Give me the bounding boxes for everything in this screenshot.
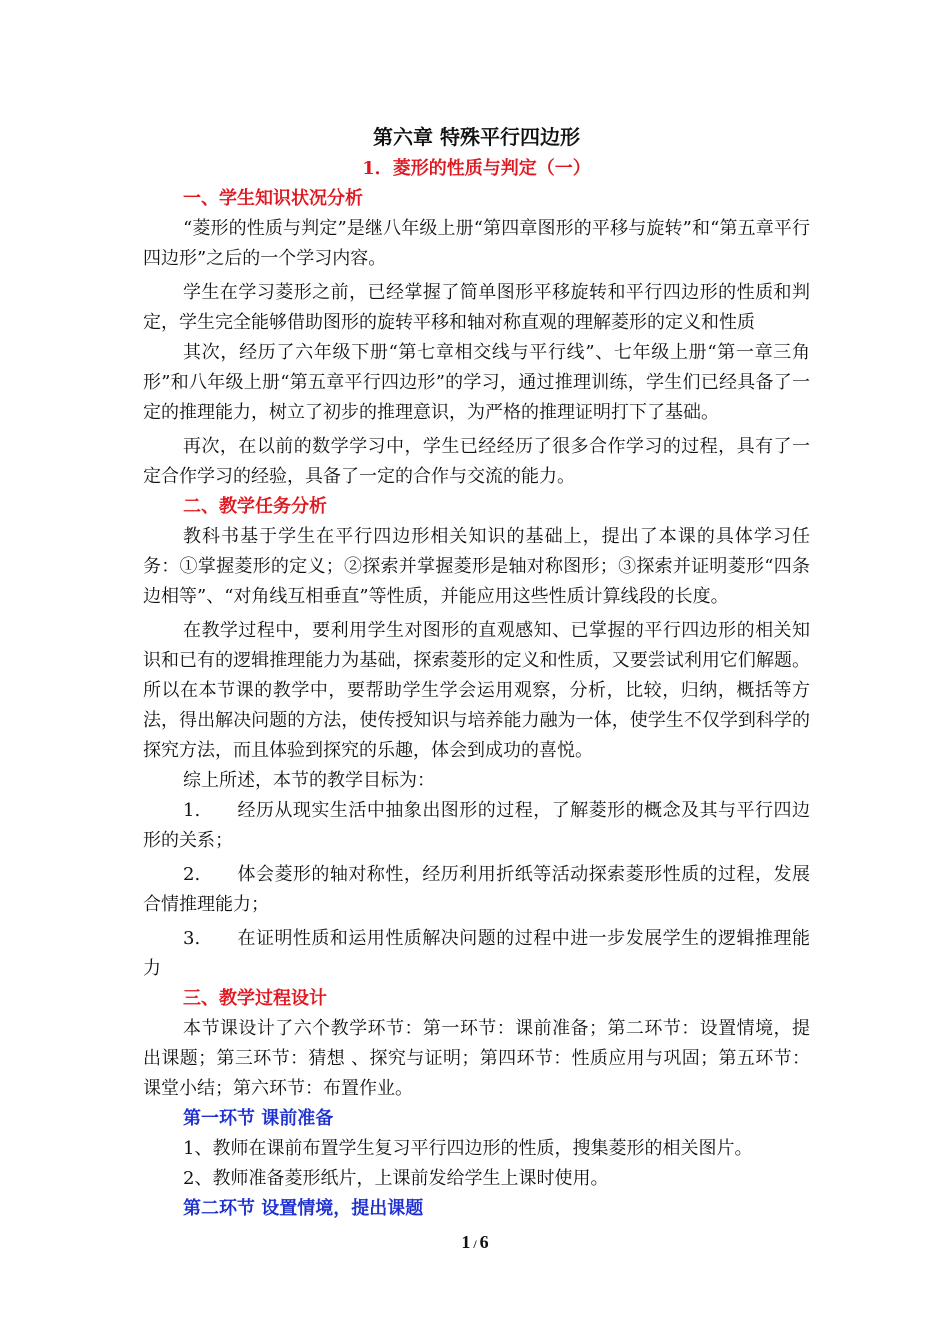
goal-item — [143, 796, 810, 856]
section-heading-task-analysis: 二、教学任务分析 — [183, 496, 327, 517]
lesson-title: 1．菱形的性质与判定（一） — [362, 158, 591, 179]
document-body — [143, 120, 810, 1224]
page-current: 1 — [461, 1232, 471, 1252]
page-number — [0, 1232, 950, 1253]
section-heading-process-design: 三、教学过程设计 — [183, 988, 327, 1009]
goal-text: 体会菱形的轴对称性，经历利用折纸等活动探索菱形性质的过程，发展合情推理能力； — [143, 864, 810, 915]
goal-number: 1. — [183, 800, 201, 821]
goal-item — [143, 860, 810, 920]
paragraph: 综上所述，本节的教学目标为： — [183, 770, 435, 791]
paragraph: “菱形的性质与判定”是继八年级上册“第四章图形的平移与旋转”和“第五章平行四边形”之后的一个学习内容。 — [143, 218, 810, 269]
section-heading-student-analysis: 一、学生知识状况分析 — [183, 188, 363, 209]
chapter-title: 第六章 特殊平行四边形 — [373, 125, 580, 149]
paragraph: 1、教师在课前布置学生复习平行四边形的性质，搜集菱形的相关图片。 — [183, 1138, 753, 1159]
paragraph: 再次，在以前的数学学习中，学生已经经历了很多合作学习的过程，具有了一定合作学习的经验，具备了一定的合作与交流的能力。 — [143, 436, 810, 487]
paragraph: 在教学过程中，要利用学生对图形的直观感知、已掌握的平行四边形的相关知识和已有的逻辑推理能力为基础，探索菱形的定义和性质，又要尝试利用它们解题。所以在本节课的教学中，要帮助学生学会运用观察，分析，比较，归纳，概括等方法，得出解决问题的方法，使传授知识与培养能力融为一体，使学生不仅学到科学的探究方法，而且体验到探究的乐趣，体会到成功的喜悦。 — [143, 620, 810, 761]
goal-list — [143, 796, 810, 984]
goal-text: 经历从现实生活中抽象出图形的过程，了解菱形的概念及其与平行四边形的关系； — [143, 800, 810, 851]
goal-number: 3. — [183, 928, 201, 949]
step-heading-situation: 第二环节 设置情境，提出课题 — [183, 1198, 424, 1219]
paragraph: 其次，经历了六年级下册“第七章相交线与平行线”、七年级上册“第一章三角形”和八年级上册“第五章平行四边形”的学习，通过推理训练，学生们已经具备了一定的推理能力，树立了初步的推理意识，为严格的推理证明打下了基础。 — [143, 342, 810, 423]
page-total: 6 — [479, 1232, 489, 1252]
paragraph: 学生在学习菱形之前，已经掌握了简单图形平移旋转和平行四边形的性质和判定，学生完全能够借助图形的旋转平移和轴对称直观的理解菱形的定义和性质 — [143, 282, 810, 333]
goal-text: 在证明性质和运用性质解决问题的过程中进一步发展学生的逻辑推理能力 — [143, 928, 810, 979]
paragraph: 教科书基于学生在平行四边形相关知识的基础上，提出了本课的具体学习任务：①掌握菱形的定义；②探索并掌握菱形是轴对称图形；③探索并证明菱形“四条边相等”、“对角线互相垂直”等性质，并能应用这些性质计算线段的长度。 — [143, 526, 810, 607]
step-heading-preparation: 第一环节 课前准备 — [183, 1108, 334, 1129]
goal-number: 2. — [183, 864, 201, 885]
paragraph: 本节课设计了六个教学环节：第一环节：课前准备；第二环节：设置情境，提出课题；第三环节：猜想 、探究与证明；第四环节：性质应用与巩固；第五环节：课堂小结；第六环节：布置作业。 — [143, 1018, 810, 1099]
page-separator: / — [470, 1237, 480, 1251]
paragraph: 2、教师准备菱形纸片，上课前发给学生上课时使用。 — [183, 1168, 609, 1189]
goal-item — [143, 924, 810, 984]
